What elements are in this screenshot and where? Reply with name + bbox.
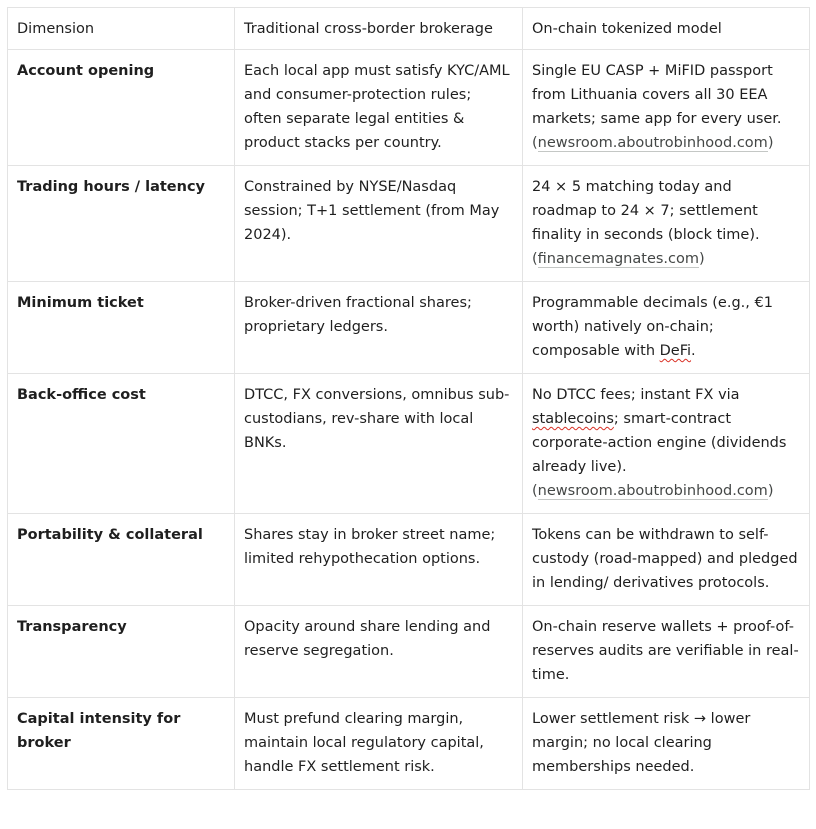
source-link[interactable]: newsroom.aboutrobinhood.com xyxy=(537,483,768,499)
source-citation: (newsroom.aboutrobinhood.com) xyxy=(532,483,774,499)
header-dimension: Dimension xyxy=(8,8,235,50)
row-onchain: Lower settlement risk → lower margin; no local clearing memberships needed. xyxy=(523,698,810,790)
table-row xyxy=(8,514,810,606)
source-link[interactable]: newsroom.aboutrobinhood.com xyxy=(537,135,768,151)
table-row xyxy=(8,282,810,374)
row-dimension: Back-office cost xyxy=(8,374,235,514)
onchain-text: No DTCC fees; instant FX via xyxy=(532,387,740,403)
header-traditional: Traditional cross-border brokerage xyxy=(235,8,523,50)
row-onchain xyxy=(523,282,810,374)
row-dimension: Account opening xyxy=(8,50,235,166)
row-traditional: Broker-driven fractional shares; proprietary ledgers. xyxy=(235,282,523,374)
onchain-text: Programmable decimals (e.g., €1 worth) natively on-chain; composable with xyxy=(532,295,773,359)
row-traditional: Must prefund clearing margin, maintain local regulatory capital, handle FX settlement risk. xyxy=(235,698,523,790)
row-onchain xyxy=(523,374,810,514)
row-dimension: Trading hours / latency xyxy=(8,166,235,282)
row-dimension: Transparency xyxy=(8,606,235,698)
row-traditional: Each local app must satisfy KYC/AML and consumer-protection rules; often separate legal entities & product stacks per country. xyxy=(235,50,523,166)
source-citation: (financemagnates.com) xyxy=(532,251,705,267)
table-row xyxy=(8,698,810,790)
onchain-text: Single EU CASP + MiFID passport from Lithuania covers all 30 EEA markets; same app for every user. xyxy=(532,63,782,127)
source-citation: (newsroom.aboutrobinhood.com) xyxy=(532,135,774,151)
row-onchain: On-chain reserve wallets + proof-of-reserves audits are verifiable in real-time. xyxy=(523,606,810,698)
comparison-table-container xyxy=(7,7,809,790)
comparison-table xyxy=(7,7,810,790)
spellcheck-flagged-word: DeFi xyxy=(659,343,692,359)
row-dimension: Capital intensity for broker xyxy=(8,698,235,790)
table-row xyxy=(8,166,810,282)
table-header-row xyxy=(8,8,810,50)
row-traditional: Shares stay in broker street name; limited rehypothecation options. xyxy=(235,514,523,606)
row-traditional: DTCC, FX conversions, omnibus sub-custodians, rev-share with local BNKs. xyxy=(235,374,523,514)
table-row xyxy=(8,374,810,514)
row-traditional: Constrained by NYSE/Nasdaq session; T+1 settlement (from May 2024). xyxy=(235,166,523,282)
table-row xyxy=(8,50,810,166)
onchain-text: 24 × 5 matching today and roadmap to 24 × 7; settlement finality in seconds (block time). xyxy=(532,179,760,243)
source-link[interactable]: financemagnates.com xyxy=(537,251,699,267)
spellcheck-flagged-word: stablecoins xyxy=(532,411,614,427)
table-row xyxy=(8,606,810,698)
onchain-text-end: ; smart-contract corporate-action engine (dividends already live). xyxy=(532,411,787,475)
row-dimension: Portability & collateral xyxy=(8,514,235,606)
row-dimension: Minimum ticket xyxy=(8,282,235,374)
header-onchain: On-chain tokenized model xyxy=(523,8,810,50)
onchain-text-end: . xyxy=(691,343,696,359)
row-onchain xyxy=(523,166,810,282)
row-onchain: Tokens can be withdrawn to self-custody (road-mapped) and pledged in lending/ derivatives protocols. xyxy=(523,514,810,606)
row-onchain xyxy=(523,50,810,166)
row-traditional: Opacity around share lending and reserve segregation. xyxy=(235,606,523,698)
